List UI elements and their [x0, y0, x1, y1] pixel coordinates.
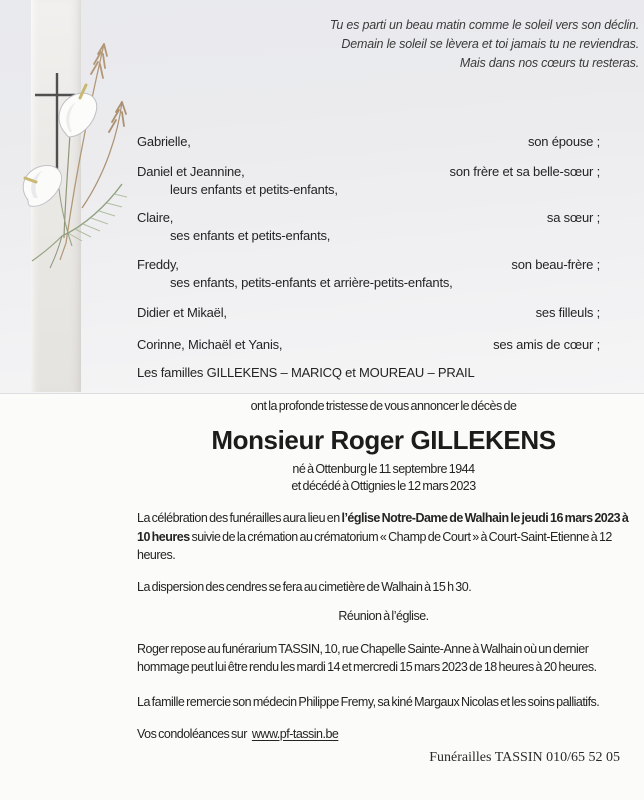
- death-line: et décédé à Ottignies le 12 mars 2023: [291, 479, 476, 493]
- family-row: [137, 163, 600, 180]
- family-member-names: Freddy,: [137, 257, 179, 272]
- family-row: [137, 336, 600, 353]
- families-line: Les familles GILLEKENS – MARICQ et MOUREAU – PRAIL: [137, 365, 475, 380]
- family-member-names: Didier et Mikaël,: [137, 305, 227, 320]
- family-relation: sa sœur ;: [546, 210, 600, 225]
- condolences-line: [137, 725, 630, 744]
- condolences-url-link[interactable]: www.pf-tassin.be: [251, 727, 339, 741]
- family-thanks-line: La famille remercie son médecin Philippe Fremy, sa kiné Margaux Nicolas et les soins palliatifs.: [137, 694, 600, 709]
- birth-line: né à Ottenburg le 11 septembre 1944: [292, 462, 475, 476]
- funeral-home-footer: Funérailles TASSIN 010/65 52 05: [429, 750, 620, 765]
- ceremony-church-date-bold: l’église Notre-Dame de Walhain le jeudi 16 mars 2023 à 10 heures: [137, 511, 629, 544]
- announcement-intro: ont la profonde tristesse de vous annoncer le décès de: [250, 399, 517, 413]
- deceased-name-title: Monsieur Roger GILLEKENS: [211, 425, 556, 455]
- condolences-text: Vos condoléances sur: [137, 727, 247, 741]
- family-row: [137, 256, 600, 273]
- announcement-body: [137, 398, 630, 744]
- funeral-ceremony-paragraph: [137, 509, 630, 565]
- family-relation: son épouse ;: [527, 134, 600, 149]
- family-member-names: Corinne, Michaël et Yanis,: [137, 337, 283, 352]
- family-sub-line: ses enfants, petits-enfants et arrière-petits-enfants,: [170, 275, 453, 290]
- memorial-verse: [330, 16, 639, 73]
- family-member-names: Daniel et Jeannine,: [137, 164, 245, 179]
- family-row: [137, 304, 600, 321]
- family-relation: ses filleuls ;: [535, 305, 600, 320]
- ceremony-text: La célébration des funérailles aura lieu en: [137, 511, 342, 525]
- family-row: [137, 209, 600, 226]
- memorial-verse-line: Mais dans nos cœurs tu resteras.: [459, 56, 639, 70]
- family-relation: son frère et sa belle-sœur ;: [449, 164, 600, 179]
- memorial-verse-line: Tu es parti un beau matin comme le soleil vers son déclin.: [329, 18, 639, 32]
- church-meeting-line: Réunion à l’église.: [338, 609, 429, 623]
- family-member-names: Gabrielle,: [137, 134, 191, 149]
- family-sub-line: leurs enfants et petits-enfants,: [170, 182, 338, 197]
- family-row: [137, 133, 600, 150]
- family-relation: ses amis de cœur ;: [493, 337, 600, 352]
- ceremony-text: suivie de la crémation au crématorium « Champ de Court » à Court-Saint-Etienne à 12 heures.: [137, 529, 612, 562]
- cross-and-lilies-artwork: [8, 38, 148, 273]
- family-relation: son beau-frère ;: [511, 257, 600, 272]
- ashes-dispersion-line: La dispersion des cendres se fera au cimetière de Walhain à 15 h 30.: [137, 579, 472, 594]
- family-member-names: Claire,: [137, 210, 174, 225]
- memorial-verse-line: Demain le soleil se lèvera et toi jamais tu ne reviendras.: [341, 37, 639, 51]
- funerarium-visitation-paragraph: Roger repose au funérarium TASSIN, 10, rue Chapelle Sainte-Anne à Walhain où un dernier hommage peut lui être rendu les mardi 14 et mercredi 15 mars 2023 de 18 heures à 20 heures.: [137, 641, 597, 674]
- family-sub-line: ses enfants et petits-enfants,: [170, 228, 331, 243]
